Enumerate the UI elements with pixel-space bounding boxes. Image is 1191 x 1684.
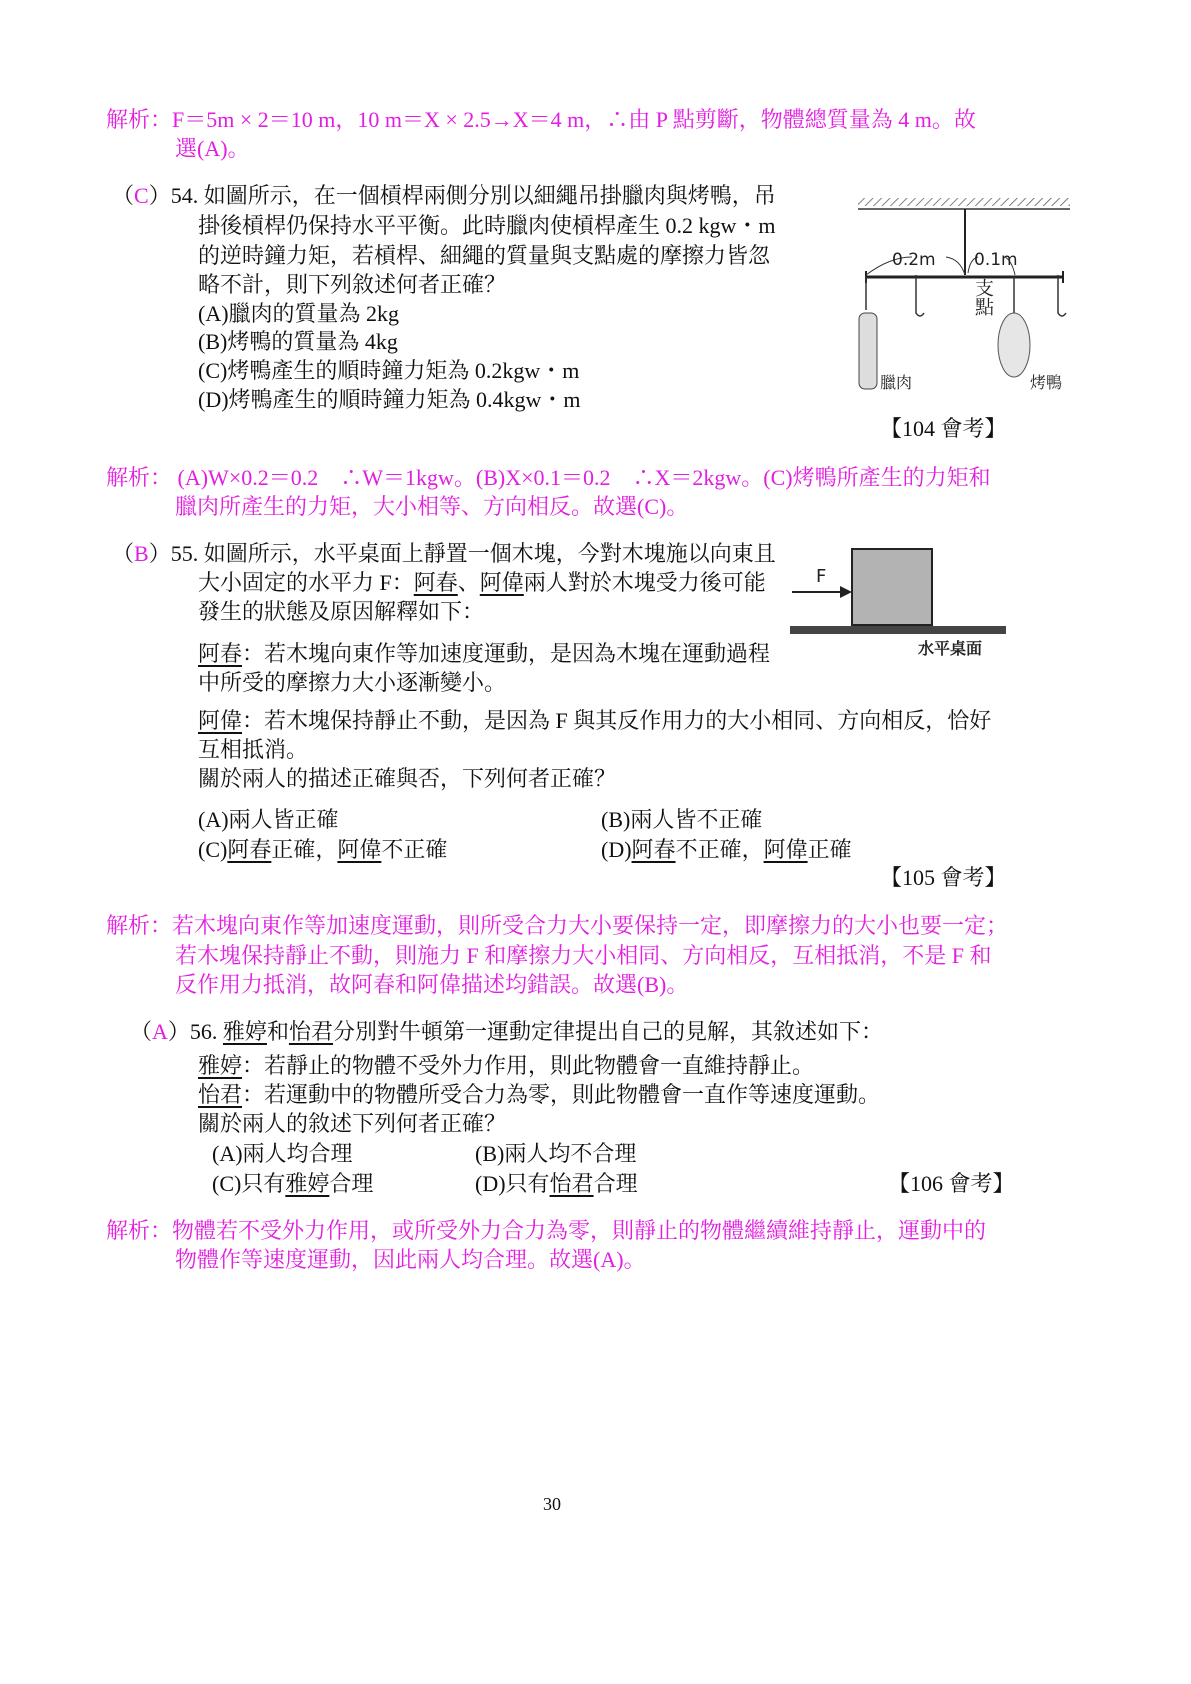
option-a: (A)臘肉的質量為 2kg xyxy=(198,301,400,326)
text: 和 xyxy=(266,1019,289,1044)
solution-53-line2: 選(A)。 xyxy=(175,136,250,161)
solution-label: 解析： xyxy=(106,1218,173,1243)
option-a: (A)兩人皆正確 xyxy=(198,807,339,832)
text: 不正確 xyxy=(381,837,448,862)
pivot-label xyxy=(956,278,994,316)
solution-55-line3: 反作用力抵消，故阿春和阿偉描述均錯誤。故選(B)。 xyxy=(175,972,689,997)
ceiling xyxy=(858,198,1070,206)
name: 阿春 xyxy=(198,641,243,666)
exam-source: 【106 會考】 xyxy=(888,1171,1015,1196)
force-label: F xyxy=(816,566,827,587)
question-text: 略不計，則下列敘述何者正確？ xyxy=(198,272,507,297)
question-55: （B）55. 如圖所示，水平桌面上靜置一個木塊，今對木塊施以向東且 xyxy=(112,541,776,566)
text: 大小固定的水平力 F： xyxy=(198,570,414,595)
statement-2-cont: 互相抵消。 xyxy=(198,737,309,762)
option-c: (C)烤鴨產生的順時鐘力矩為 0.2kgw・m xyxy=(198,358,580,383)
question-number: 54. xyxy=(170,183,199,208)
exam-source: 【105 會考】 xyxy=(880,865,1007,890)
name: 怡君 xyxy=(198,1082,243,1107)
question-number: 55. xyxy=(170,541,199,566)
text: (D) xyxy=(601,837,632,862)
name: 雅婷 xyxy=(198,1053,243,1078)
question-text: 如圖所示，水平桌面上靜置一個木塊，今對木塊施以向東且 xyxy=(203,541,776,566)
solution-55-line2: 若木塊保持靜止不動，則施力 F 和摩擦力大小相同、方向相反，互相抵消，不是 F 和 xyxy=(175,943,992,968)
question-text: 的逆時鐘力矩，若槓桿、細繩的質量與支點處的摩擦力皆忽 xyxy=(198,243,771,268)
duck-label: 烤鴨 xyxy=(1030,373,1063,392)
statement-1 xyxy=(198,1051,814,1081)
solution-text: 物體若不受外力作用，或所受外力合力為零，則靜止的物體繼續維持靜止，運動中的 xyxy=(172,1218,987,1243)
solution-label: 解析： xyxy=(106,465,173,490)
cured-meat-icon xyxy=(859,313,877,389)
text: 正確， xyxy=(271,837,338,862)
wooden-block xyxy=(852,549,932,625)
solution-text: F＝5m × 2＝10 m，10 m＝X × 2.5→X＝4 m，∴由 P 點剪斷，物體總質量為 4 m。故 xyxy=(172,107,976,132)
statement-1 xyxy=(198,639,770,669)
solution-label: 解析： xyxy=(106,107,173,132)
option-b: (B)兩人均不合理 xyxy=(475,1141,637,1166)
text: (D)只有 xyxy=(475,1171,550,1196)
name: 阿春 xyxy=(413,570,458,595)
text: ：若木塊向東作等加速度運動，是因為木塊在運動過程 xyxy=(242,641,771,666)
statement-1-cont: 中所受的摩擦力大小逐漸變小。 xyxy=(198,670,507,695)
hook-icon xyxy=(916,275,924,316)
option-b: (B)烤鴨的質量為 4kg xyxy=(198,329,398,354)
solution-text: (A)W×0.2＝0.2 ∴W＝1kgw。(B)X×0.1＝0.2 ∴X＝2kgw。(C)烤鴨所產生的力矩和 xyxy=(177,465,991,490)
name: 雅婷 xyxy=(285,1171,330,1196)
statement-2 xyxy=(198,706,991,736)
name: 阿春 xyxy=(227,837,272,862)
solution-label: 解析： xyxy=(106,913,173,938)
surface-label: 水平桌面 xyxy=(918,639,983,658)
page-number: 30 xyxy=(543,1494,561,1514)
name: 阿偉 xyxy=(479,570,524,595)
right-distance-label: 0.1m xyxy=(974,250,1018,270)
text: 正確 xyxy=(807,837,852,862)
name: 阿春 xyxy=(631,837,676,862)
text: (C) xyxy=(198,837,228,862)
roast-duck-icon xyxy=(998,313,1030,377)
text: 不正確， xyxy=(675,837,764,862)
question-56: （A）56. 雅婷和怡君分別對牛頓第一運動定律提出自己的見解，其敘述如下： xyxy=(130,1019,883,1044)
pivot-text: 支點 xyxy=(956,278,994,300)
question-text xyxy=(198,568,766,598)
statement-2 xyxy=(198,1080,880,1110)
text: 合理 xyxy=(329,1171,374,1196)
solution-56-line2: 物體作等速度運動，因此兩人均合理。故選(A)。 xyxy=(175,1247,646,1272)
name: 阿偉 xyxy=(337,837,382,862)
solution-55 xyxy=(106,911,1008,941)
name: 阿偉 xyxy=(198,708,243,733)
option-d xyxy=(475,1169,638,1199)
text: ：若運動中的物體所受合力為零，則此物體會一直作等速度運動。 xyxy=(242,1082,881,1107)
text: 合理 xyxy=(593,1171,638,1196)
answer: C xyxy=(134,183,149,208)
option-d: (D)烤鴨產生的順時鐘力矩為 0.4kgw・m xyxy=(198,387,581,412)
question-text: 掛後槓桿仍保持水平平衡。此時臘肉使槓桿產生 0.2 kgw・m xyxy=(198,213,776,238)
text: ：若木塊保持靜止不動，是因為 F 與其反作用力的大小相同、方向相反，恰好 xyxy=(242,708,992,733)
question-54: （C）54. 如圖所示，在一個槓桿兩側分別以細繩吊掛臘肉與烤鴨，吊 xyxy=(112,183,776,208)
question-text: 如圖所示，在一個槓桿兩側分別以細繩吊掛臘肉與烤鴨，吊 xyxy=(203,183,776,208)
exam-source: 【104 會考】 xyxy=(880,416,1007,441)
option-c xyxy=(198,835,447,865)
text: 兩人對於木塊受力後可能 xyxy=(523,570,766,595)
name: 怡君 xyxy=(549,1171,594,1196)
question-prompt: 關於兩人的描述正確與否，下列何者正確？ xyxy=(198,766,617,791)
solution-54-line2: 臘肉所產生的力矩，大小相等、方向相反。故選(C)。 xyxy=(175,494,689,519)
block-figure xyxy=(788,540,1008,665)
text: ：若靜止的物體不受外力作用，則此物體會一直維持靜止。 xyxy=(242,1053,815,1078)
text: 、 xyxy=(457,570,480,595)
option-d xyxy=(601,835,852,865)
table-surface xyxy=(790,626,1006,634)
question-prompt: 關於兩人的敘述下列何者正確？ xyxy=(198,1111,507,1136)
text: (C)只有 xyxy=(212,1171,286,1196)
option-b: (B)兩人皆不正確 xyxy=(601,807,763,832)
name: 雅婷 xyxy=(222,1019,267,1044)
option-c xyxy=(212,1169,373,1199)
left-distance-label: 0.2m xyxy=(892,250,936,270)
question-number: 56. xyxy=(189,1019,218,1044)
solution-53 xyxy=(106,105,976,135)
name: 阿偉 xyxy=(763,837,808,862)
solution-56 xyxy=(106,1216,986,1246)
lever-figure xyxy=(850,195,1090,405)
question-text: 分別對牛頓第一運動定律提出自己的見解，其敘述如下： xyxy=(332,1019,883,1044)
answer: A xyxy=(152,1019,168,1044)
name: 怡君 xyxy=(288,1019,333,1044)
question-text: 發生的狀態及原因解釋如下： xyxy=(198,599,485,624)
meat-label: 臘肉 xyxy=(880,373,913,392)
option-a: (A)兩人均合理 xyxy=(212,1141,353,1166)
solution-54 xyxy=(106,463,991,493)
answer: B xyxy=(134,541,149,566)
solution-text: 若木塊向東作等加速度運動，則所受合力大小要保持一定，即摩擦力的大小也要一定； xyxy=(172,913,1009,938)
